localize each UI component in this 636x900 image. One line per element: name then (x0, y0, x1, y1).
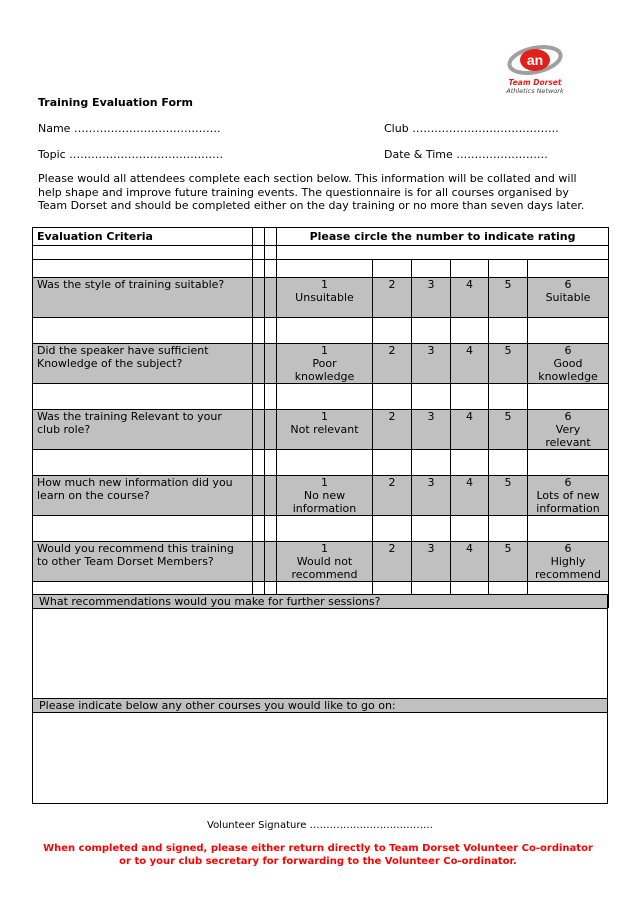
recommendations-box[interactable] (32, 594, 608, 700)
spacer-cell (253, 410, 265, 450)
evaluation-row (33, 344, 609, 384)
question-text: Would you recommend this training to other Team Dorset Members? (33, 542, 253, 582)
rating-option-5[interactable]: 5 (489, 542, 528, 582)
rating-option-3[interactable]: 3 (412, 410, 451, 450)
rating-option-5[interactable]: 5 (489, 410, 528, 450)
footer-line-1: When completed and signed, please either return directly to Team Dorset Volunteer Co-ordinator (43, 843, 593, 854)
an-logo-icon (505, 44, 565, 78)
rating-option-5[interactable]: 5 (489, 344, 528, 384)
rating-option-1[interactable]: 1 Would not recommend (277, 542, 373, 582)
rating-option-4[interactable]: 4 (451, 344, 489, 384)
spacer-cell (253, 542, 265, 582)
rating-option-6[interactable]: 6 Suitable (528, 278, 609, 318)
rating-option-4[interactable]: 4 (451, 476, 489, 516)
rating-option-2[interactable]: 2 (373, 344, 412, 384)
table-header-row (33, 228, 609, 246)
rating-option-3[interactable]: 3 (412, 542, 451, 582)
rating-option-1[interactable]: 1 Unsuitable (277, 278, 373, 318)
rating-option-2[interactable]: 2 (373, 542, 412, 582)
rating-option-6[interactable]: 6 Highly recommend (528, 542, 609, 582)
blank-row (33, 516, 609, 542)
date-time-field[interactable]: Date & Time ……………………. (384, 148, 548, 161)
recommendations-label: What recommendations would you make for further sessions? (33, 595, 607, 609)
rating-option-4[interactable]: 4 (451, 542, 489, 582)
spacer-cell (265, 410, 277, 450)
rating-option-3[interactable]: 3 (412, 476, 451, 516)
logo-org-name: Team Dorset (508, 78, 562, 87)
rating-option-5[interactable]: 5 (489, 476, 528, 516)
rating-header: Please circle the number to indicate rating (277, 228, 609, 246)
spacer-cell (253, 476, 265, 516)
rating-option-2[interactable]: 2 (373, 476, 412, 516)
form-title: Training Evaluation Form (38, 96, 193, 109)
spacer-cell (265, 542, 277, 582)
rating-option-4[interactable]: 4 (451, 410, 489, 450)
club-field[interactable]: Club …………………………………. (384, 122, 559, 135)
logo-network-name: Athletics Network (506, 87, 564, 95)
evaluation-row (33, 542, 609, 582)
spacer-cell (253, 344, 265, 384)
question-text: How much new information did you learn on the course? (33, 476, 253, 516)
rating-option-1[interactable]: 1 No new information (277, 476, 373, 516)
footer-line-2: or to your club secretary for forwarding to the Volunteer Co-ordinator. (119, 856, 517, 867)
blank-row (33, 318, 609, 344)
criteria-header: Evaluation Criteria (33, 228, 253, 246)
spacer-cell (265, 344, 277, 384)
spacer-cell (265, 278, 277, 318)
spacer-cell (253, 278, 265, 318)
blank-row (33, 450, 609, 476)
rating-option-1[interactable]: 1 Not relevant (277, 410, 373, 450)
rating-option-5[interactable]: 5 (489, 278, 528, 318)
rating-option-1[interactable]: 1 Poor knowledge (277, 344, 373, 384)
question-text: Was the style of training suitable? (33, 278, 253, 318)
rating-option-2[interactable]: 2 (373, 410, 412, 450)
evaluation-row (33, 278, 609, 318)
other-courses-box[interactable] (32, 698, 608, 804)
rating-option-3[interactable]: 3 (412, 278, 451, 318)
rating-option-6[interactable]: 6 Very relevant (528, 410, 609, 450)
spacer-cell (265, 476, 277, 516)
logo-mark: an (526, 52, 544, 68)
evaluation-table (32, 227, 609, 608)
rating-option-3[interactable]: 3 (412, 344, 451, 384)
intro-paragraph: Please would all attendees complete each section below. This information will be collated and will help shape and improve future training events. The questionnaire is for all courses organised by Team Dorset and should be completed either on the day training or no more than seven days later. (38, 172, 585, 212)
rating-option-6[interactable]: 6 Good knowledge (528, 344, 609, 384)
topic-field[interactable]: Topic …………………………………… (38, 148, 224, 161)
rating-option-6[interactable]: 6 Lots of new information (528, 476, 609, 516)
evaluation-row (33, 410, 609, 450)
question-text: Was the training Relevant to your club role? (33, 410, 253, 450)
name-field[interactable]: Name …………………………………. (38, 122, 221, 135)
evaluation-row (33, 476, 609, 516)
team-dorset-logo (505, 44, 565, 96)
volunteer-signature[interactable]: Volunteer Signature ………………………………. (207, 820, 433, 831)
rating-option-4[interactable]: 4 (451, 278, 489, 318)
blank-row (33, 384, 609, 410)
rating-option-2[interactable]: 2 (373, 278, 412, 318)
question-text: Did the speaker have sufficient Knowledge of the subject? (33, 344, 253, 384)
other-courses-label: Please indicate below any other courses you would like to go on: (33, 699, 607, 713)
